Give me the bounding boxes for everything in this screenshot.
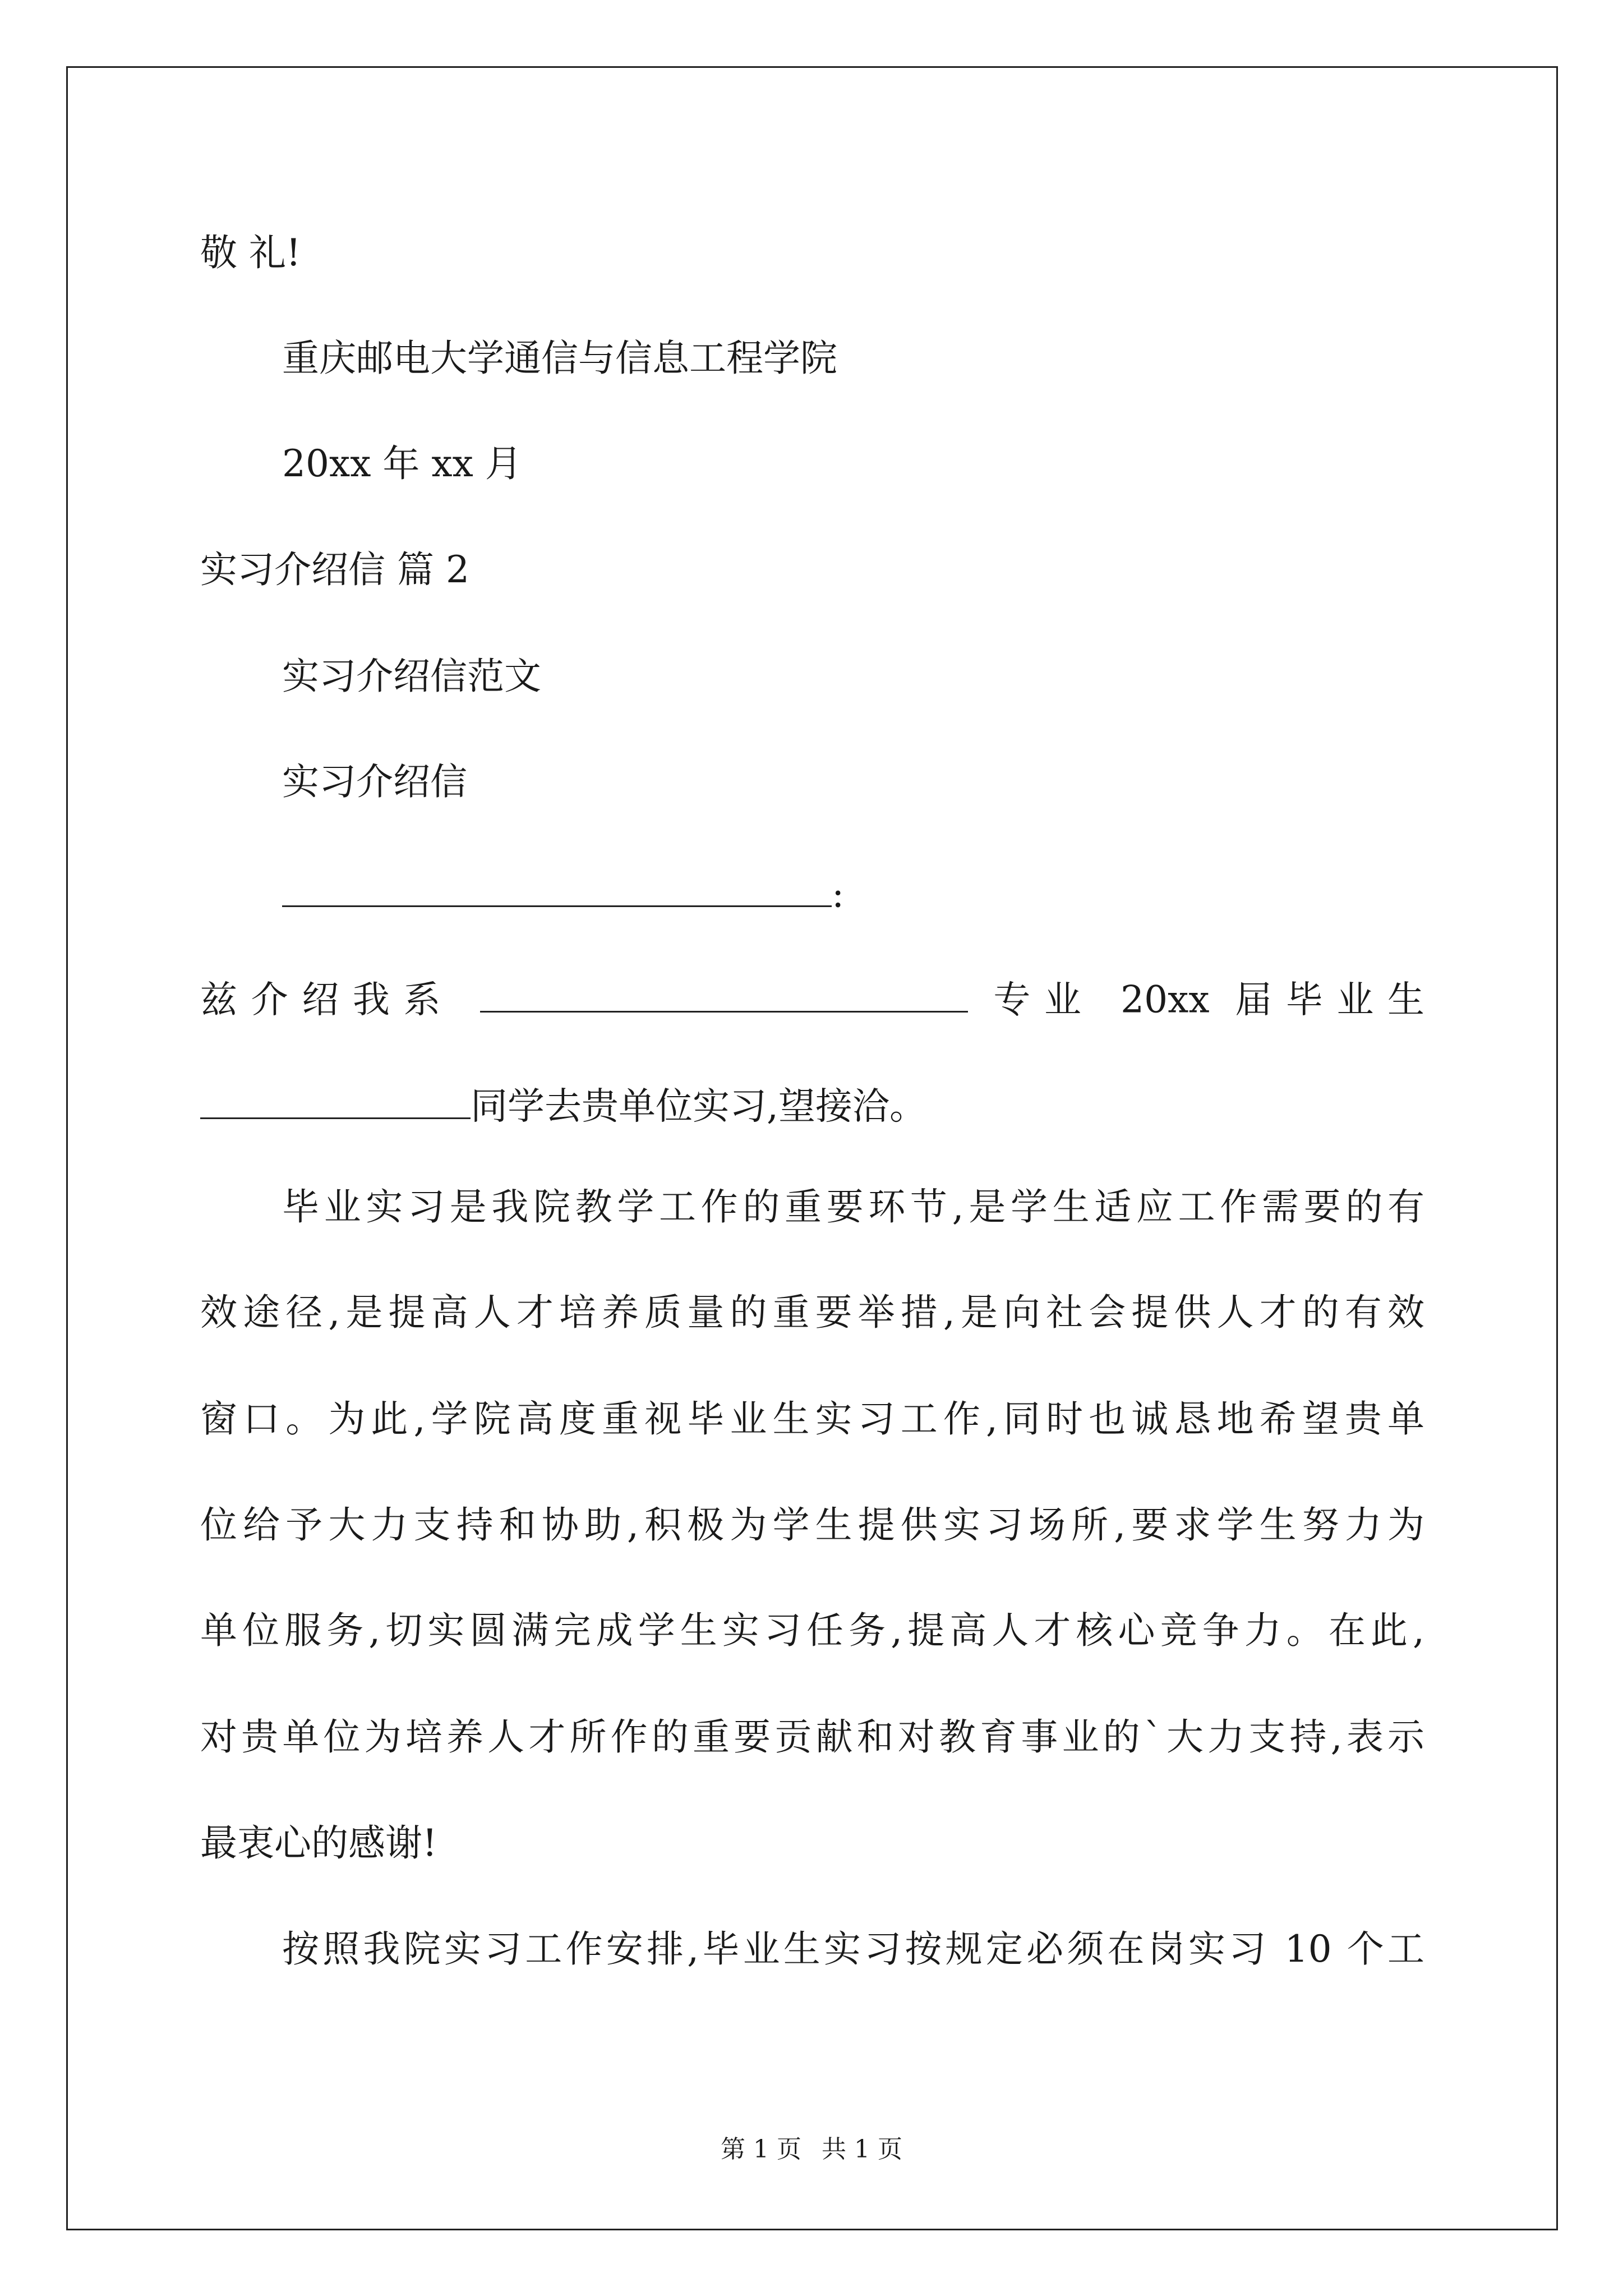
para1-line: 最衷心的感谢! <box>200 1821 437 1865</box>
letter-title: 实习介绍信 <box>282 760 467 803</box>
para1-line: 单位服务,切实圆满完成学生实习任务,提高人才核心竞争力。在此, <box>200 1609 1424 1652</box>
addressee-colon: : <box>832 872 845 916</box>
intro-prefix: 兹介绍我系 <box>200 978 455 1022</box>
para1-line: 位给予大力支持和协助,积极为学生提供实习场所,要求学生努力为 <box>200 1503 1424 1547</box>
signature-date: 20xx 年 xx 月 <box>282 442 522 485</box>
intro-suffix: 专业 20xx 届毕业生 <box>993 978 1425 1022</box>
major-blank <box>480 976 968 1013</box>
para2-line: 按照我院实习工作安排,毕业生实习按规定必须在岗实习 10 个工 <box>282 1927 1424 1971</box>
intro-line-1 <box>200 976 1425 1022</box>
letter-subtitle: 实习介绍信范文 <box>282 655 541 698</box>
closing-salutation: 敬 礼! <box>200 231 301 274</box>
student-name-blank <box>200 1082 471 1119</box>
addressee-line <box>282 870 845 916</box>
addressee-blank <box>282 870 832 907</box>
page-total: 共 1 页 <box>822 2135 902 2164</box>
page-footer <box>0 2129 1623 2165</box>
para1-line: 效途径,是提高人才培养质量的重要举措,是向社会提供人才的有效 <box>200 1291 1424 1334</box>
signature-org: 重庆邮电大学通信与信息工程学院 <box>282 337 837 380</box>
intro-line-2-text: 同学去贵单位实习,望接洽。 <box>471 1084 926 1128</box>
page-number: 第 1 页 <box>721 2135 801 2164</box>
intro-line-2 <box>200 1082 926 1128</box>
section-heading: 实习介绍信 篇 2 <box>200 548 469 591</box>
para1-line: 窗口。为此,学院高度重视毕业生实习工作,同时也诚恳地希望贵单 <box>200 1397 1424 1441</box>
para1-line: 毕业实习是我院教学工作的重要环节,是学生适应工作需要的有 <box>282 1185 1424 1228</box>
page-border <box>66 66 1558 2230</box>
para1-line: 对贵单位为培养人才所作的重要贡献和对教育事业的`大力支持,表示 <box>200 1715 1424 1759</box>
